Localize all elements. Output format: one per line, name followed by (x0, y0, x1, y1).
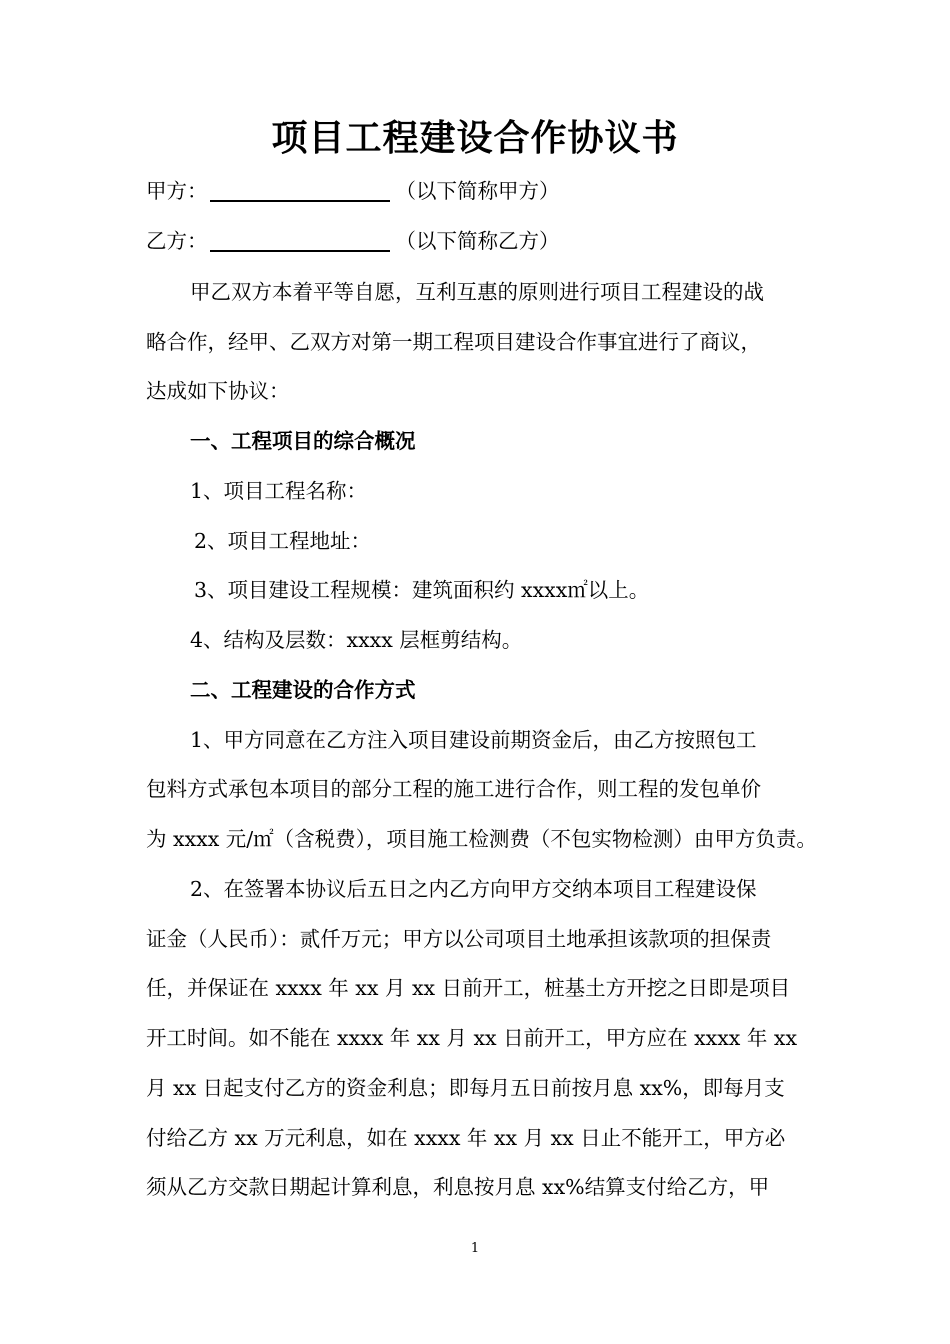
intro-line: 达成如下协议： (146, 379, 290, 403)
party-b-line (146, 226, 826, 256)
section1-item: 4、结构及层数：xxxx 层框剪结构。 (190, 628, 523, 652)
section2-para2-line: 须从乙方交款日期起计算利息，利息按月息 xx%结算支付给乙方，甲 (146, 1175, 770, 1199)
section2-para2-line: 开工时间。如不能在 xxxx 年 xx 月 xx 日前开工，甲方应在 xxxx 年 xx (146, 1026, 798, 1050)
page-number: 1 (470, 1241, 480, 1256)
section2-heading: 二、工程建设的合作方式 (190, 678, 416, 702)
section2-para2-line: 证金（人民币）：贰仟万元；甲方以公司项目土地承担该款项的担保责 (146, 927, 772, 951)
party-b-note: （以下简称乙方） (395, 229, 560, 253)
section1-item: 3、项目建设工程规模：建筑面积约 xxxx㎡以上。 (194, 578, 650, 602)
section1-heading: 一、工程项目的综合概况 (190, 429, 416, 453)
section2-para2-line: 2、在签署本协议后五日之内乙方向甲方交纳本项目工程建设保 (190, 877, 757, 901)
section2-para1-line: 包料方式承包本项目的部分工程的施工进行合作，则工程的发包单价 (146, 777, 761, 801)
party-b-blank (210, 228, 390, 252)
section2-para1-line: 为 xxxx 元/㎡（含税费），项目施工检测费（不包实物检测）由甲方负责。 (146, 827, 817, 851)
intro-line: 略合作，经甲、乙双方对第一期工程项目建设合作事宜进行了商议， (146, 330, 761, 354)
intro-line: 甲乙双方本着平等自愿，互利互惠的原则进行项目工程建设的战 (190, 280, 764, 304)
section2-para2-line: 月 xx 日起支付乙方的资金利息；即每月五日前按月息 xx%，即每月支 (146, 1076, 785, 1100)
section2-para2-line: 付给乙方 xx 万元利息，如在 xxxx 年 xx 月 xx 日止不能开工，甲方必 (146, 1126, 786, 1150)
section1-item: 2、项目工程地址： (194, 529, 372, 553)
section2-para2-line: 任，并保证在 xxxx 年 xx 月 xx 日前开工，桩基土方开挖之日即是项目 (146, 976, 791, 1000)
section1-item: 1、项目工程名称： (190, 479, 368, 503)
party-a-note: （以下简称甲方） (395, 179, 560, 203)
document-title: 项目工程建设合作协议书 (271, 117, 679, 159)
party-a-blank (210, 178, 390, 202)
party-b-label: 乙方： (146, 229, 208, 253)
section2-para1-line: 1、甲方同意在乙方注入项目建设前期资金后，由乙方按照包工 (190, 728, 757, 752)
party-a-label: 甲方： (146, 179, 208, 203)
party-a-line (146, 176, 826, 206)
